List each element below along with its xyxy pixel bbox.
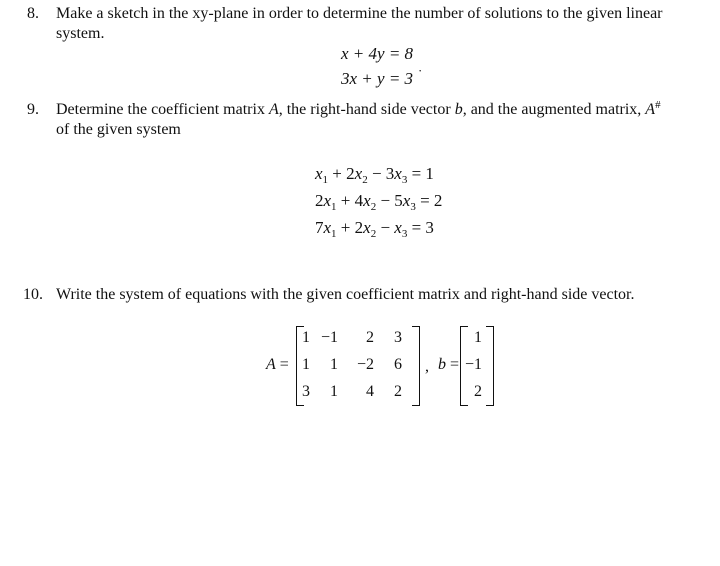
matrix-symbol: A [268,101,279,118]
vector-cell: 1 [474,329,482,346]
equation-3: $7x_1 + 2x_2 - x_3 = 3$ [315,218,434,240]
vector-label: b = [438,356,460,373]
matrix-cell: 6 [394,356,402,373]
augmented-symbol: A [645,101,656,118]
matrix-cell: 2 [366,329,374,346]
matrix-cell: −1 [320,329,338,346]
vector-right-bracket [486,326,494,406]
problem-text-line1: Make a sketch in the xy-plane in order to determine the number of solutions to the given linear [56,5,663,22]
equation-2: 3x + y = 3 [341,69,414,88]
text-prefix: Determine the coefficient matrix [56,101,265,118]
stray-dot: · [418,63,423,78]
problem-number: 9. [27,101,39,118]
matrix-right-bracket [412,326,420,406]
problem-text-line2: system. [56,25,105,42]
problem-number: 10. [23,286,43,303]
problem-text-line1: Write the system of equations with the given coefficient matrix and right-hand side vector. [56,286,635,303]
separator: , [425,358,429,375]
matrix-cell: 1 [330,356,338,373]
matrix-cell: −2 [356,356,374,373]
problem-text-line2: of the given system [56,121,181,138]
vector-cell: 2 [474,383,482,400]
matrix-cell: 1 [302,329,310,346]
matrix-cell: 1 [302,356,310,373]
matrix-cell: 4 [366,383,374,400]
matrix-cell: 1 [330,383,338,400]
matrix-cell: 2 [394,383,402,400]
equation-1: x + 4y = 8 [341,44,414,63]
matrix-cell: 3 [302,383,310,400]
problem-number: 8. [27,5,39,22]
equation-2: $2x_1 + 4x_2 - 5x_3 = 2$ [315,191,443,213]
vector-symbol: b [454,101,463,118]
vector-cell: −1 [464,356,482,373]
equation-1: $x_1 + 2x_2 - 3x_3 = 1$ [315,164,434,186]
problem-text-line1 [56,101,661,119]
augmented-sup: # [655,99,661,111]
matrix-label: A = [266,356,289,373]
text-mid: , the right-hand side vector [278,101,451,118]
matrix-cell: 3 [394,329,402,346]
text-suffix: , and the augmented matrix, [462,101,642,118]
